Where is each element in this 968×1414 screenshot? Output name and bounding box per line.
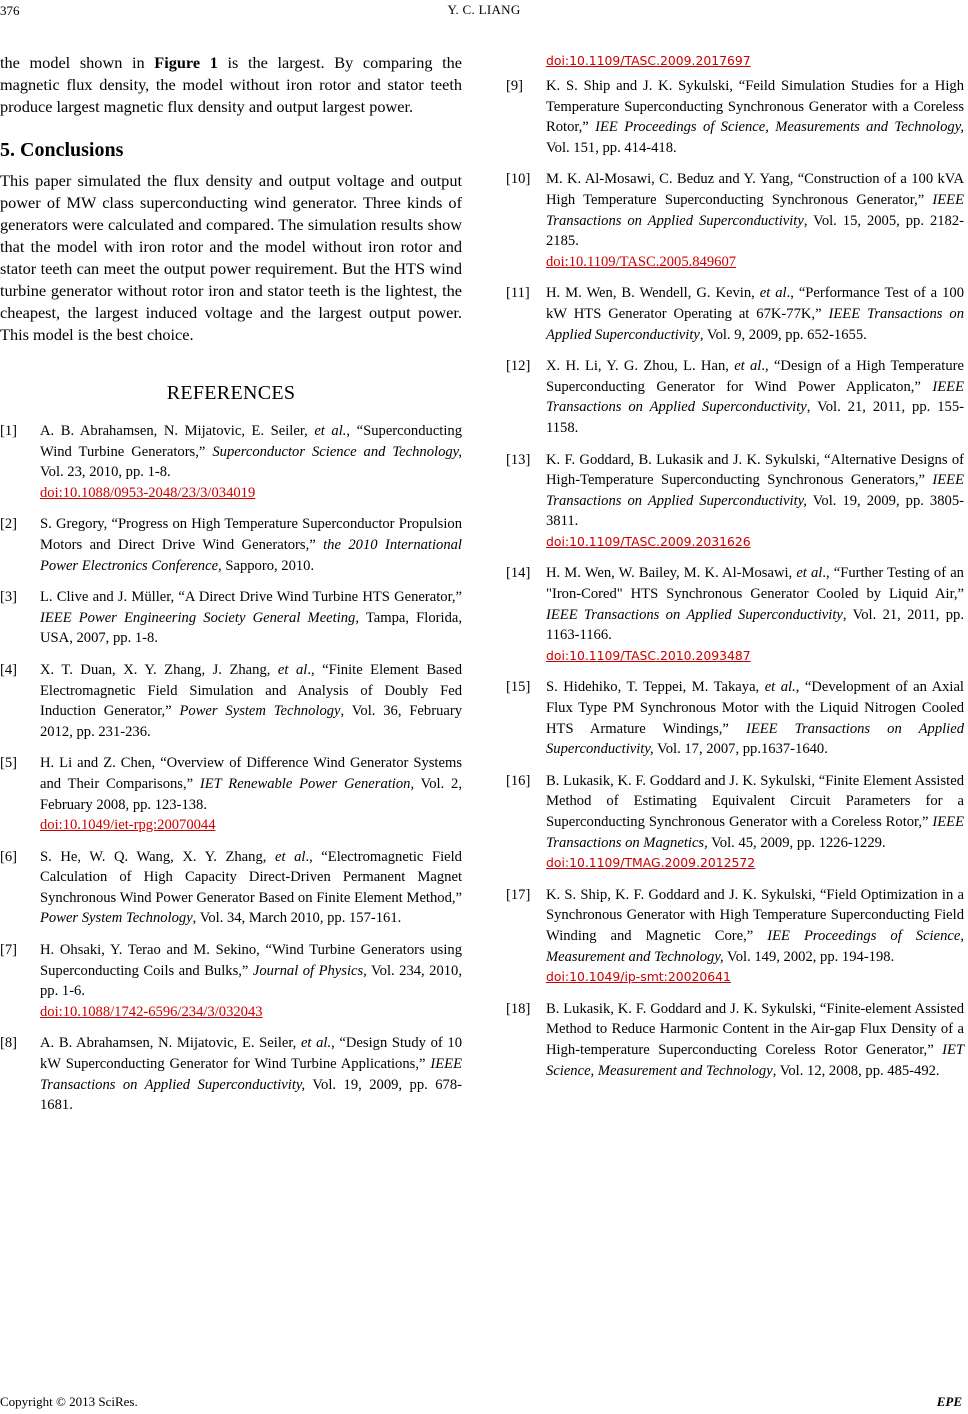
reference-number: [6] — [0, 848, 18, 865]
reference-number: [8] — [0, 1035, 18, 1052]
reference-text: S. He, W. Q. Wang, X. Y. Zhang, et al., “Electromagnetic Field Calculation of High Capacity Direct-Driven Permanent Magnet Synchronous Wind Power Generator Based on Finite Element Method,” Power System Technology, Vol. 34, March 2010, pp. 157-161. — [40, 848, 462, 927]
page-header — [0, 0, 968, 36]
reference-item — [506, 356, 964, 438]
doi-link[interactable]: doi:10.1109/TASC.2009.2031626 — [546, 533, 751, 549]
reference-text: B. Lukasik, K. F. Goddard and J. K. Sykulski, “Finite Element Assisted Method of Estimating Equivalent Circuit Parameters for a Superconducting Synchronous Generator with a Coreless Rotor,” IEEE Transactions on Magnetics, Vol. 45, 2009, pp. 1226-1229. doi:10.1109/TMAG.2009.2012572 — [546, 772, 964, 871]
reference-number: [1] — [0, 423, 18, 439]
reference-number: [14] — [506, 565, 531, 582]
figure-ref: Figure 1 — [154, 53, 218, 72]
reference-number: [17] — [506, 886, 531, 903]
doi-link[interactable]: doi:10.1109/TASC.2009.2017697 — [546, 53, 751, 68]
reference-text: B. Lukasik, K. F. Goddard and J. K. Sykulski, “Finite-element Assisted Method to Reduce Harmonic Content in the Air-gap Flux Density of a High-temperature Superconducting Coreless Rotor Generator,” IET Science, Measurement and Technology, Vol. 12, 2008, pp. 485-492. — [546, 1000, 964, 1079]
reference-text: H. Ohsaki, Y. Terao and M. Sekino, “Wind Turbine Generators using Superconducting Coils and Bulks,” Journal of Physics, Vol. 234, 2010, pp. 1-6. doi:10.1088/1742-6596/234/3/032043 — [40, 942, 463, 1020]
reference-text: A. B. Abrahamsen, N. Mijatovic, E. Seiler, et al., “Superconducting Wind Turbine Generators,” Superconductor Science and Technology, Vol. 23, 2010, pp. 1-8. doi:10.1088/0953-2048/23/3/034019 — [40, 423, 462, 501]
section-title: 5. Conclusions — [0, 139, 124, 161]
reference-item — [506, 76, 964, 158]
reference-item — [506, 885, 964, 988]
reference-number: [12] — [506, 358, 531, 375]
conclusion-paragraph: This paper simulated the flux density and output voltage and output power of MW class superconducting wind generator. Three kinds of generators were calculated and compared. The simulation results show that the model with iron rotor and the model without iron rotor and stator teeth can meet the output power requirement. But the HTS wind turbine generator without rotor iron and stator teeth is the lightest, the cheapest, the largest induced voltage and the largest output power. This model is the best choice. — [0, 171, 462, 344]
reference-number: [4] — [0, 661, 18, 678]
intro-paragraph: the model shown in Figure 1 is the largest. By comparing the magnetic flux density, the model without iron rotor and stator teeth produce largest magnetic flux density and output largest power. — [0, 53, 462, 116]
reference-text: K. S. Ship, K. F. Goddard and J. K. Sykulski, “Field Optimization in a Synchronous Generator with High Temperature Superconducting Field Winding and Magnetic Core,” IEE Proceedings of Science, Measurement and Technology, Vol. 149, 2002, pp. 194-198. doi:10.1049/ip-smt:20020641 — [546, 886, 964, 985]
reference-number: [3] — [0, 589, 18, 606]
reference-item — [0, 847, 462, 929]
reference-item — [0, 660, 462, 742]
reference-text: H. Li and Z. Chen, “Overview of Difference Wind Generator Systems and Their Comparisons,” IET Renewable Power Generation, Vol. 2, February 2008, pp. 123-138. doi:10.1049/iet-rpg:20070044 — [40, 755, 462, 834]
reference-number: [5] — [0, 755, 18, 772]
reference-number: [10] — [506, 171, 531, 188]
reference-item — [506, 563, 964, 666]
reference-number: [9] — [506, 78, 524, 94]
reference-number: [13] — [506, 451, 531, 468]
reference-text: X. H. Li, Y. G. Zhou, L. Han, et al., “Design of a High Temperature Superconducting Generator for Wind Power Applicaton,” IEEE Transactions on Applied Superconductivity, Vol. 21, 2011, pp. 155-1158. — [546, 358, 964, 436]
reference-text: M. K. Al-Mosawi, C. Beduz and Y. Yang, “Construction of a 100 kVA High Temperature Superconducting Synchronous Generator,” IEEE Transactions on Applied Superconductivity, Vol. 15, 2005, pp. 2182-2185. doi:10.1109/TASC.2005.849607 — [546, 171, 964, 270]
reference-text: K. F. Goddard, B. Lukasik and J. K. Sykulski, “Alternative Designs of High-Temperature Superconducting Synchronous Generators,” IEEE Transactions on Applied Superconductivity, Vol. 19, 2009, pp. 3805-3811. doi:10.1109/TASC.2009.2031626 — [546, 451, 964, 549]
reference-item — [0, 753, 462, 835]
reference-number: [15] — [506, 679, 531, 696]
reference-list-left — [0, 421, 462, 1116]
reference-number: [7] — [0, 942, 18, 959]
page-footer — [0, 1394, 968, 1414]
reference-number: [18] — [506, 1000, 531, 1017]
doi-link[interactable]: doi:10.1049/iet-rpg:20070044 — [40, 817, 216, 834]
reference-item — [506, 450, 964, 553]
copyright: Copyright © 2013 SciRes. — [0, 1394, 138, 1409]
reference-item — [506, 169, 964, 272]
doi-link[interactable]: doi:10.1109/TASC.2005.849607 — [546, 253, 737, 270]
journal-abbrev: EPE — [936, 1394, 962, 1409]
reference-number: [11] — [506, 285, 530, 302]
doi-link[interactable]: doi:10.1088/1742-6596/234/3/032043 — [40, 1003, 263, 1020]
doi-link[interactable]: doi:10.1049/ip-smt:20020641 — [546, 969, 731, 985]
reference-item — [0, 587, 462, 649]
left-column — [0, 52, 462, 1127]
reference-list-right — [506, 76, 964, 1081]
reference-text: S. Hidehiko, T. Teppei, M. Takaya, et al., “Development of an Axial Flux Type PM Synchronous Motor with the Liquid Nitrogen Cooled HTS Armature Windings,” IEEE Transactions on Applied Superconductivity, Vol. 17, 2007, pp.1637-1640. — [546, 679, 964, 758]
right-column — [506, 52, 964, 1092]
reference-item — [0, 514, 462, 576]
page-number: 376 — [0, 3, 20, 18]
reference-item — [506, 283, 964, 345]
reference-item — [0, 940, 462, 1022]
reference-text: S. Gregory, “Progress on High Temperature Superconductor Propulsion Motors and Direct Drive Wind Generators,” the 2010 International Power Electronics Conference, Sapporo, 2010. — [40, 516, 462, 574]
reference-item — [506, 999, 964, 1081]
reference-text: A. B. Abrahamsen, N. Mijatovic, E. Seiler, et al., “Design Study of 10 kW Superconducting Generator for Wind Turbine Applications,” IEEE Transactions on Applied Superconductivity, Vol. 19, 2009, pp. 678-1681. — [40, 1035, 462, 1114]
reference-text: L. Clive and J. Müller, “A Direct Drive Wind Turbine HTS Generator,” IEEE Power Engineering Society General Meeting, Tampa, Florida, USA, 2007, pp. 1-8. — [40, 589, 462, 647]
reference-number: [2] — [0, 516, 18, 533]
doi-link[interactable]: doi:10.1088/0953-2048/23/3/034019 — [40, 484, 256, 501]
reference-item — [506, 677, 964, 759]
reference-text: K. S. Ship and J. K. Sykulski, “Feild Simulation Studies for a High Temperature Superconducting Synchronous Generator with a Coreless Rotor,” IEE Proceedings of Science, Measurements and Technology, Vol. 151, pp. 414-418. — [546, 78, 965, 156]
doi-link[interactable]: doi:10.1109/TASC.2010.2093487 — [546, 647, 751, 663]
reference-text: X. T. Duan, X. Y. Zhang, J. Zhang, et al., “Finite Element Based Electromagnetic Field Simulation and Analysis of Doubly Fed Induction Generator,” Power System Technology, Vol. 36, February 2012, pp. 231-236. — [40, 661, 462, 740]
references-heading: REFERENCES — [166, 382, 296, 404]
reference-item — [0, 421, 462, 503]
reference-text: H. M. Wen, B. Wendell, G. Kevin, et al., “Performance Test of a 100 kW HTS Generator Operating at 67K-77K,” IEEE Transactions on Applied Superconductivity, Vol. 9, 2009, pp. 652-1655. — [546, 285, 964, 343]
doi-link[interactable]: doi:10.1109/TMAG.2009.2012572 — [546, 855, 756, 871]
reference-number: [16] — [506, 772, 531, 789]
reference-item — [0, 1033, 462, 1115]
running-head: Y. C. LIANG — [447, 2, 521, 17]
reference-item — [506, 771, 964, 874]
reference-text: H. M. Wen, W. Bailey, M. K. Al-Mosawi, et al., “Further Testing of an "Iron-Cored" HTS Synchronous Generator Cooled by Liquid Air,” IEEE Transactions on Applied Superconductivity, Vol. 21, 2011, pp. 1163-1166. doi:10.1109/TASC.2010.2093487 — [546, 565, 964, 663]
